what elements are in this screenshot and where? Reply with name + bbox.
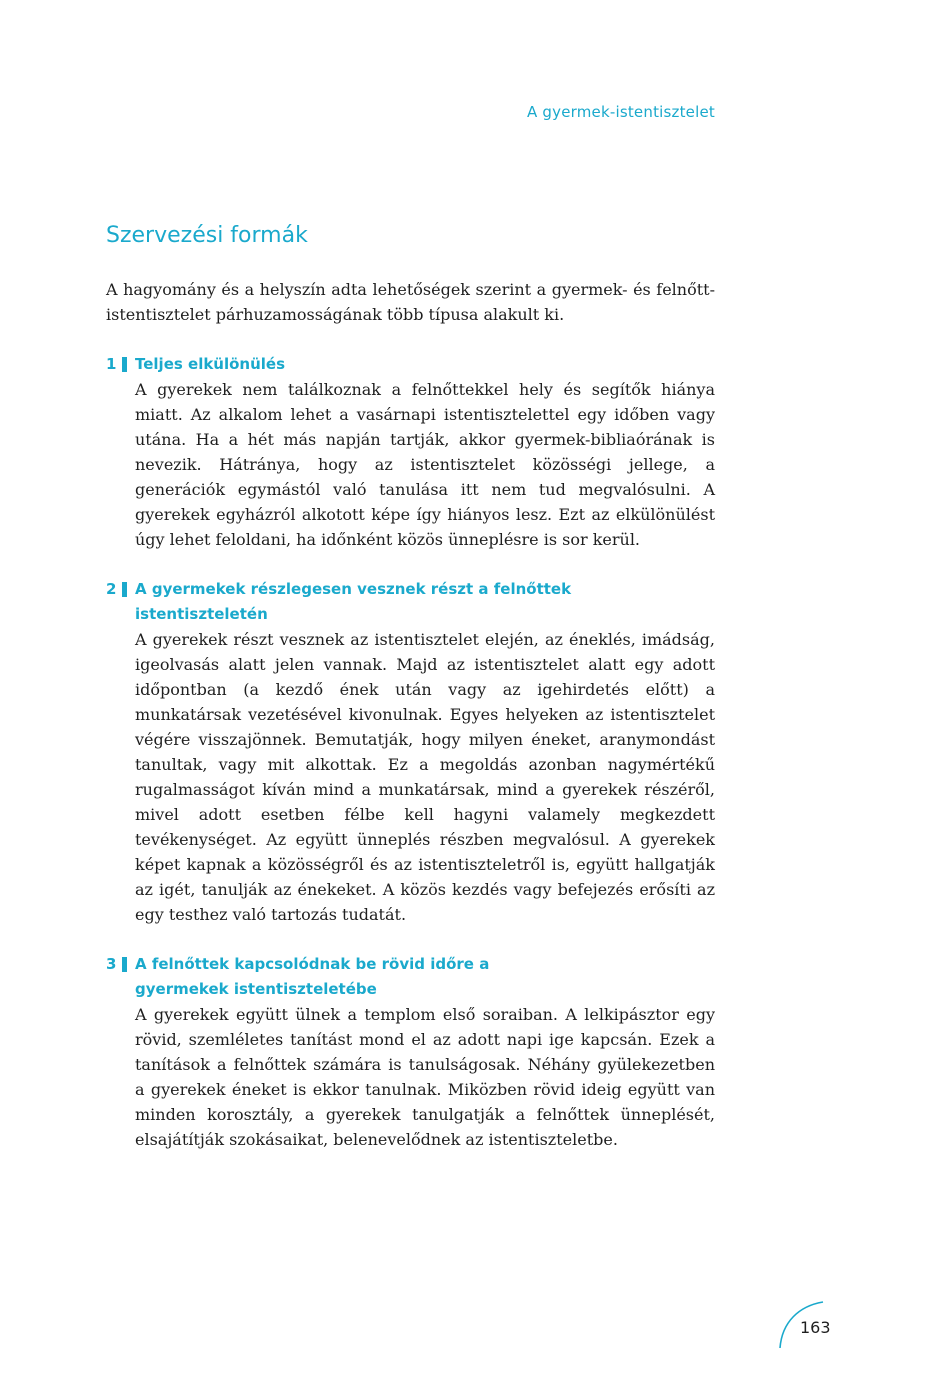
page-content — [106, 220, 715, 1152]
item-title: A felnőttek kapcsolódnak be rövid időre a gyermekek istentiszteletébe — [135, 955, 490, 998]
section-title: Szervezési formák — [106, 223, 308, 248]
item-body: A gyerekek nem találkoznak a felnőttekkel hely és segítők hiánya miatt. Az alkalom lehet a vasárnapi istentisztelettel egy időben vagy utána. Ha a hét más napján tartják, akkor gyermek-bibliaórának is nevezik. Hátránya, hogy az istentisztelet közösségi jellege, a generációk egymástól való tanulása itt nem tud megvalósulni. A gyerekek egyházról alkotott képe így hiányos lesz. Ezt az elkülönülést úgy lehet feloldani, ha időnként közös ünneplésre is sor kerül. — [135, 380, 715, 549]
list-item-3 — [106, 952, 715, 1152]
item-number: 2 — [106, 580, 117, 598]
item-body: A gyerekek együtt ülnek a templom első soraiban. A lelkipásztor egy rövid, szemléletes tanítást mond el az adott napi ige kapcsán. Ezek a tanítások a felnőttek számára is tanulságosak. Néhány gyülekezetben a gyerekek éneket is ekkor tanulnak. Miközben rövid ideig együtt van minden korosztály, a gyerekek tanulgatják a felnőttek ünneplését, elsajátítják szokásaikat, belenevelődnek az istentiszteletbe. — [135, 1005, 715, 1149]
item-marker-bar — [122, 582, 127, 597]
item-marker-bar — [122, 357, 127, 372]
item-title: A gyermekek részlegesen vesznek részt a felnőttek istentiszteletén — [135, 580, 572, 623]
list-item-1 — [106, 352, 715, 552]
item-body: A gyerekek részt vesznek az istentisztelet elején, az éneklés, imádság, igeolvasás alatt jelen vannak. Majd az istentisztelet alatt egy adott időpontban (a kezdő ének után vagy az igehirdetés előtt) a munkatársak vezetésével kivonulnak. Egyes helyeken az istentisztelet végére visszajönnek. Bemutatják, hogy milyen éneket, aranymondást tanultak, vagy mit alkottak. Ez a megoldás azonban nagymértékű rugalmasságot kíván mind a munkatársak, mind a gyerekek részéről, mivel adott esetben félbe kell hagyni valamely megkezdett tevékenységet. Az együtt ünneplés részben megvalósul. A gyerekek képet kapnak a közösségről és az istentiszteletről is, együtt hallgatják az igét, tanulják az énekeket. A közös kezdés vagy befejezés erősíti az egy testhez való tartozás tudatát. — [135, 630, 715, 924]
item-number: 3 — [106, 955, 117, 973]
list-item-2 — [106, 577, 715, 927]
running-header: A gyermek-istentisztelet — [526, 103, 715, 121]
intro-paragraph: A hagyomány és a helyszín adta lehetőségek szerint a gyermek- és felnőtt-istentisztelet párhuzamosságának több típusa alakult ki. — [106, 280, 715, 324]
item-title: Teljes elkülönülés — [135, 355, 286, 373]
item-heading — [106, 577, 715, 627]
page-number: 163 — [800, 1318, 831, 1337]
item-heading — [106, 952, 715, 1002]
item-marker-bar — [122, 957, 127, 972]
item-number: 1 — [106, 355, 117, 373]
item-heading — [106, 352, 715, 377]
